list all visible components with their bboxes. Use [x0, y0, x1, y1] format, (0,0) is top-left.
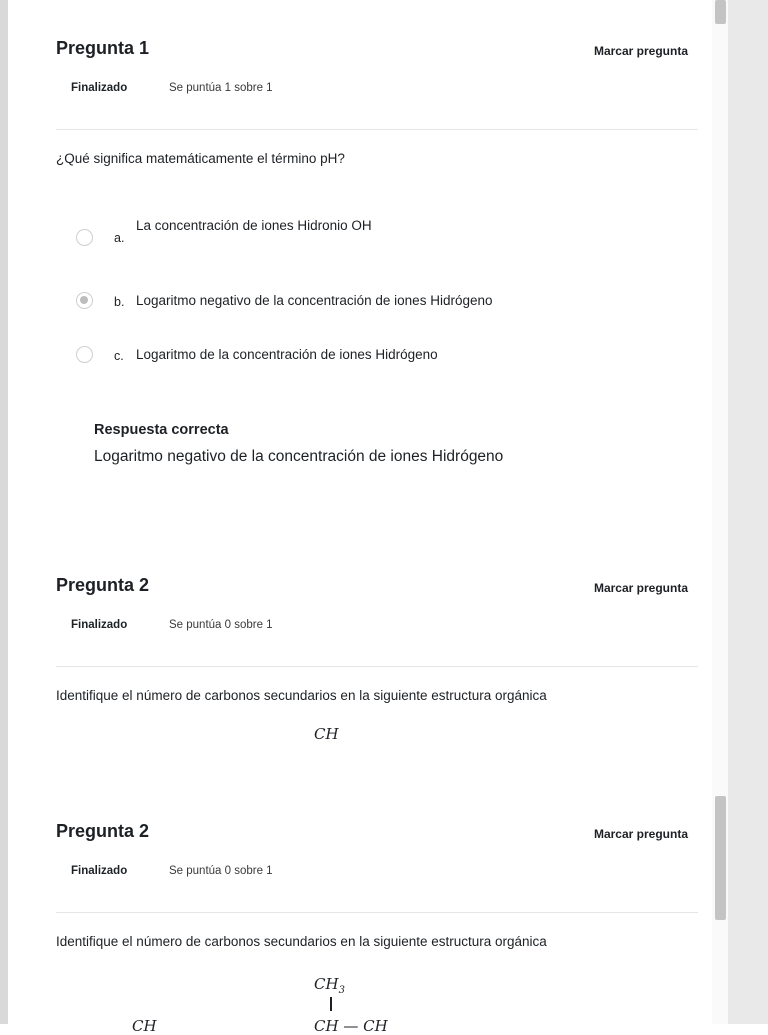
feedback-title: Respuesta correcta	[94, 422, 229, 438]
question-grade: Se puntúa 0 sobre 1	[169, 865, 273, 877]
question-text: Identifique el número de carbonos secundarios en la siguiente estructura orgánica	[56, 688, 547, 703]
scrollbar-thumb-top[interactable]	[715, 0, 726, 24]
option-letter: c.	[114, 349, 124, 363]
question-title: Pregunta 2	[56, 575, 150, 595]
question-grade: Se puntúa 0 sobre 1	[169, 619, 273, 631]
formula-bond	[330, 997, 332, 1011]
option-letter: a.	[114, 231, 125, 245]
flag-question-link[interactable]: Marcar pregunta	[593, 581, 688, 595]
window-left-edge	[0, 0, 8, 1024]
question-title: Pregunta 2	[56, 821, 150, 841]
feedback-correct-answer: Logaritmo negativo de la concentración de iones Hidrógeno	[94, 448, 504, 465]
radio-b[interactable]	[76, 292, 93, 309]
flag-question-link[interactable]: Marcar pregunta	[593, 44, 688, 58]
divider	[56, 666, 698, 667]
question-2-repeat-block	[56, 821, 698, 1035]
question-1-block	[56, 38, 698, 478]
radio-c[interactable]	[76, 346, 93, 363]
divider	[56, 912, 698, 913]
option-text[interactable]: La concentración de iones Hidronio OH	[136, 218, 372, 233]
option-text[interactable]: Logaritmo negativo de la concentración de iones Hidrógeno	[136, 293, 493, 308]
formula-chain: CH — CH	[314, 1017, 388, 1035]
formula-ch3-text: CH	[314, 975, 339, 993]
formula-ch-left: CH	[132, 1017, 157, 1035]
window-right-edge	[728, 0, 768, 1024]
formula-ch3-top	[314, 975, 345, 996]
divider	[56, 129, 698, 130]
radio-a[interactable]	[76, 229, 93, 246]
flag-question-link[interactable]: Marcar pregunta	[593, 827, 688, 841]
question-state: Finalizado	[71, 82, 128, 94]
option-text[interactable]: Logaritmo de la concentración de iones Hidrógeno	[136, 347, 438, 362]
scrollbar-thumb[interactable]	[715, 796, 726, 920]
option-letter: b.	[114, 295, 125, 309]
question-text: Identifique el número de carbonos secundarios en la siguiente estructura orgánica	[56, 934, 547, 949]
question-2-block	[56, 575, 698, 743]
question-state: Finalizado	[71, 619, 128, 631]
question-text: ¿Qué significa matemáticamente el término pH?	[56, 151, 345, 166]
question-title: Pregunta 1	[56, 38, 150, 58]
question-state: Finalizado	[71, 865, 128, 877]
formula-fragment: CH	[314, 725, 339, 743]
question-grade: Se puntúa 1 sobre 1	[169, 82, 273, 94]
formula-subscript: 3	[338, 985, 345, 996]
